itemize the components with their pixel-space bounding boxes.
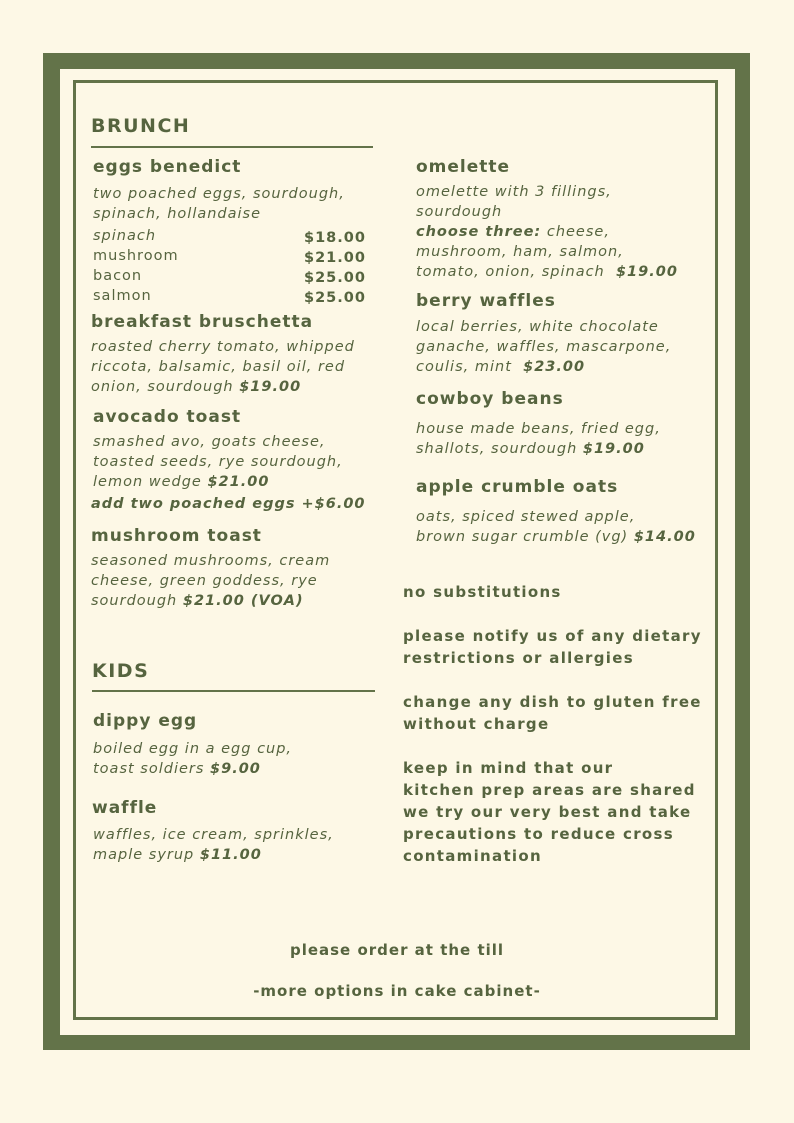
kids-title: KIDS xyxy=(92,660,150,682)
footer-cake-cabinet: -more options in cake cabinet- xyxy=(253,982,541,1000)
omelette-choose-label: choose three: xyxy=(416,224,542,240)
dippy-egg-price: $9.00 xyxy=(210,761,261,777)
bruschetta-description: roasted cherry tomato, whipped riccota, balsamic, basil oil, red onion, sourdough $19.00 xyxy=(91,339,355,395)
mushroom-description: seasoned mushrooms, cream cheese, green goddess, rye sourdough $21.00 (VOA) xyxy=(91,553,331,609)
note-no-substitutions: no substitutions xyxy=(403,583,562,601)
dish-waffle: waffle xyxy=(92,798,158,818)
avocado-description: smashed avo, goats cheese, toasted seeds, rye sourdough, lemon wedge $21.00 xyxy=(93,434,343,490)
avocado-price: $21.00 xyxy=(207,474,270,490)
dish-omelette: omelette xyxy=(416,157,511,177)
note-shared-prep: keep in mind that our kitchen prep areas are shared we try our very best and take precautions to reduce cross contamination xyxy=(403,759,696,865)
berry-waffles-description: local berries, white chocolate ganache, waffles, mascarpone, coulis, mint $23.00 xyxy=(416,319,672,375)
brunch-title: BRUNCH xyxy=(91,115,191,137)
dish-eggs-benedict: eggs benedict xyxy=(93,157,242,177)
dish-dippy-egg: dippy egg xyxy=(93,711,198,731)
dish-breakfast-bruschetta: breakfast bruschetta xyxy=(91,312,314,332)
option-price: $25.00 xyxy=(304,270,366,286)
avocado-extra: add two poached eggs +$6.00 xyxy=(91,496,366,512)
dish-mushroom-toast: mushroom toast xyxy=(91,526,262,546)
note-dietary: please notify us of any dietary restrictions or allergies xyxy=(403,627,702,667)
bruschetta-price: $19.00 xyxy=(239,379,302,395)
option-price: $21.00 xyxy=(304,250,366,266)
waffle-price: $11.00 xyxy=(199,847,262,863)
mushroom-price: $21.00 (VOA) xyxy=(182,593,304,609)
dish-avocado-toast: avocado toast xyxy=(93,407,242,427)
omelette-price: $19.00 xyxy=(615,264,678,280)
dish-apple-crumble-oats: apple crumble oats xyxy=(416,477,619,497)
eggs-benedict-description: two poached eggs, sourdough, spinach, hollandaise xyxy=(93,186,345,222)
footer-order-at-till: please order at the till xyxy=(289,941,505,959)
dish-berry-waffles: berry waffles xyxy=(416,291,556,311)
cowboy-beans-price: $19.00 xyxy=(582,441,645,457)
cowboy-beans-description: house made beans, fried egg, shallots, sourdough $19.00 xyxy=(416,421,661,457)
option-label: mushroom xyxy=(93,248,179,264)
option-label: salmon xyxy=(93,288,152,304)
option-price: $18.00 xyxy=(304,230,366,246)
dish-cowboy-beans: cowboy beans xyxy=(416,389,564,409)
crumble-oats-description: oats, spiced stewed apple, brown sugar crumble (vg) $14.00 xyxy=(416,509,696,545)
note-gluten-free: change any dish to gluten free without charge xyxy=(403,693,702,733)
waffle-description: waffles, ice cream, sprinkles, maple syrup $11.00 xyxy=(93,827,334,863)
omelette-description: omelette with 3 fillings, sourdough choose three: cheese, mushroom, ham, salmon, tomato, onion, spinach $19.00 xyxy=(416,184,678,280)
dippy-egg-description: boiled egg in a egg cup, toast soldiers $9.00 xyxy=(93,741,293,777)
option-label: spinach xyxy=(93,228,157,244)
brunch-divider xyxy=(91,146,373,148)
kids-divider xyxy=(92,690,375,692)
berry-waffles-price: $23.00 xyxy=(523,359,586,375)
crumble-oats-price: $14.00 xyxy=(633,529,696,545)
option-price: $25.00 xyxy=(304,290,366,306)
option-label: bacon xyxy=(93,268,143,284)
